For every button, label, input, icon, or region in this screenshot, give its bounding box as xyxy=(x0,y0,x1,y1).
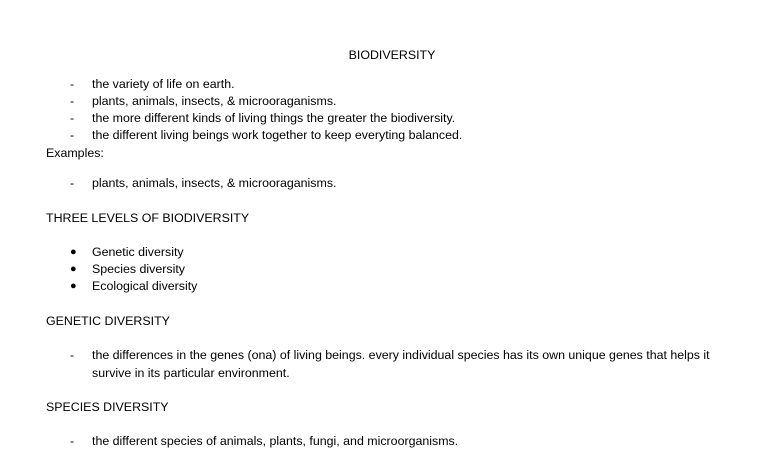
bullet-icon: ● xyxy=(70,280,77,292)
list-item: Species diversity xyxy=(92,262,185,276)
list-dash: - xyxy=(70,111,75,125)
list-item: plants, animals, insects, & microoraganisms. xyxy=(92,94,337,108)
list-dash: - xyxy=(70,128,75,142)
list-item: the differences in the genes (ona) of living beings. every individual species has its own unique genes that helps it xyxy=(92,348,710,362)
list-dash: - xyxy=(70,348,75,362)
list-item-continuation: survive in its particular environment. xyxy=(92,366,290,380)
list-item: the different species of animals, plants, fungi, and microorganisms. xyxy=(92,434,459,448)
bullet-icon: ● xyxy=(70,263,77,275)
list-item: the more different kinds of living things the greater the biodiversity. xyxy=(92,111,456,125)
bullet-icon: ● xyxy=(70,246,77,258)
list-dash: - xyxy=(70,94,75,108)
list-item: plants, animals, insects, & microoraganisms. xyxy=(92,176,337,190)
list-item: the different living beings work together to keep everyting balanced. xyxy=(92,128,463,142)
document-title: BIODIVERSITY xyxy=(348,48,436,62)
species-heading: SPECIES DIVERSITY xyxy=(46,400,169,414)
list-item: Genetic diversity xyxy=(92,245,184,259)
levels-heading: THREE LEVELS OF BIODIVERSITY xyxy=(46,211,250,225)
list-dash: - xyxy=(70,434,75,448)
genetic-heading: GENETIC DIVERSITY xyxy=(46,314,170,328)
list-dash: - xyxy=(70,77,75,91)
list-item: the variety of life on earth. xyxy=(92,77,235,91)
list-item: Ecological diversity xyxy=(92,279,198,293)
list-dash: - xyxy=(70,176,75,190)
examples-heading: Examples: xyxy=(46,146,104,160)
